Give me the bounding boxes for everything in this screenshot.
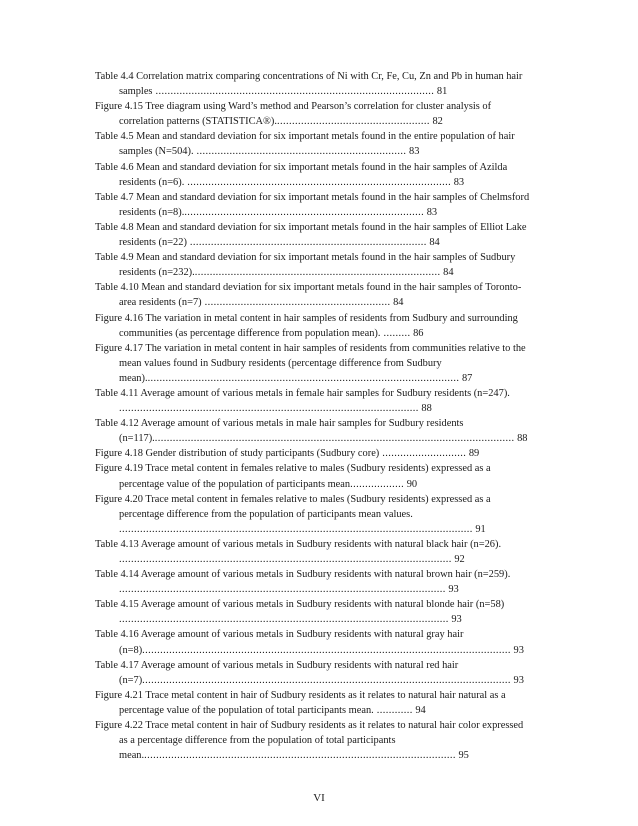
toc-entry: Table 4.12 Average amount of various metals in male hair samples for Sudbury residents (n=117)......................................................................................................................... 88 xyxy=(95,418,528,445)
toc-entry: Table 4.10 Mean and standard deviation for six important metals found in the hair samples of Toronto-area residents (n=7) .............................................................. 84 xyxy=(95,282,522,309)
toc-entry: Table 4.4 Correlation matrix comparing concentrations of Ni with Cr, Fe, Cu, Zn and Pb in human hair samples ............................................................................................. 81 xyxy=(95,71,523,98)
toc-entry: Table 4.15 Average amount of various metals in Sudbury residents with natural blonde hair (n=58) .............................................................................................................. 93 xyxy=(95,599,505,626)
toc-entry: Figure 4.18 Gender distribution of study participants (Sudbury core) ............................ 89 xyxy=(95,448,480,460)
toc-entry: Table 4.14 Average amount of various metals in Sudbury residents with natural brown hair (n=259). ............................................................................................................. 93 xyxy=(95,569,511,596)
toc-entry: Table 4.7 Mean and standard deviation for six important metals found in the hair samples of Chelmsford residents (n=8)................................................................................. 83 xyxy=(95,191,530,218)
toc-entry: Figure 4.15 Tree diagram using Ward’s method and Pearson’s correlation for cluster analysis of correlation patterns (STATISTICA®).................................................... 82 xyxy=(95,101,492,128)
toc-entry: Figure 4.17 The variation in metal content in hair samples of residents from communities relative to the mean values found in Sudbury residents (percentage difference from Sudbury mean)......................................................................................................... 87 xyxy=(95,342,526,384)
page-number: VI xyxy=(313,792,325,804)
toc-entry: Table 4.5 Mean and standard deviation for six important metals found in the entire population of hair samples (N=504). ...................................................................... 83 xyxy=(95,131,515,158)
toc-entry: Table 4.8 Mean and standard deviation for six important metals found in the hair samples of Elliot Lake residents (n=22) ............................................................................... 84 xyxy=(95,221,527,249)
toc-entry: Table 4.16 Average amount of various metals in Sudbury residents with natural gray hair (n=8)........................................................................................................................... 93 xyxy=(95,629,524,656)
toc-entry: Figure 4.19 Trace metal content in females relative to males (Sudbury residents) expressed as a percentage value of the population of participants mean.................. 90 xyxy=(95,463,491,490)
table-of-contents xyxy=(95,69,530,763)
toc-entry: Figure 4.22 Trace metal content in hair of Sudbury residents as it relates to natural hair color expressed as a percentage difference from the population of total participants mean......................................................................................................... 95 xyxy=(95,720,524,762)
toc-entry: Table 4.6 Mean and standard deviation for six important metals found in the hair samples of Azilda residents (n=6). ........................................................................................ 83 xyxy=(95,161,508,188)
toc-entry: Table 4.17 Average amount of various metals in Sudbury residents with natural red hair (n=7)........................................................................................................................... 93 xyxy=(95,659,524,686)
toc-entry: Table 4.13 Average amount of various metals in Sudbury residents with natural black hair (n=26). ............................................................................................................... 92 xyxy=(95,538,502,565)
toc-entry: Figure 4.16 The variation in metal content in hair samples of residents from Sudbury and surrounding communities (as percentage difference from population mean). ......... 86 xyxy=(95,312,518,339)
toc-entry: Figure 4.20 Trace metal content in females relative to males (Sudbury residents) expressed as a percentage difference from the population of participants mean values. ...................................................................................................................... 91 xyxy=(95,493,491,535)
toc-entry: Table 4.11 Average amount of various metals in female hair samples for Sudbury residents (n=247). .................................................................................................... 88 xyxy=(95,387,510,415)
toc-entry: Table 4.9 Mean and standard deviation for six important metals found in the hair samples of Sudbury residents (n=232)................................................................................... 84 xyxy=(95,252,516,279)
toc-entry: Figure 4.21 Trace metal content in hair of Sudbury residents as it relates to natural hair natural as a percentage value of the population of total participants mean. ............ 94 xyxy=(95,689,506,716)
